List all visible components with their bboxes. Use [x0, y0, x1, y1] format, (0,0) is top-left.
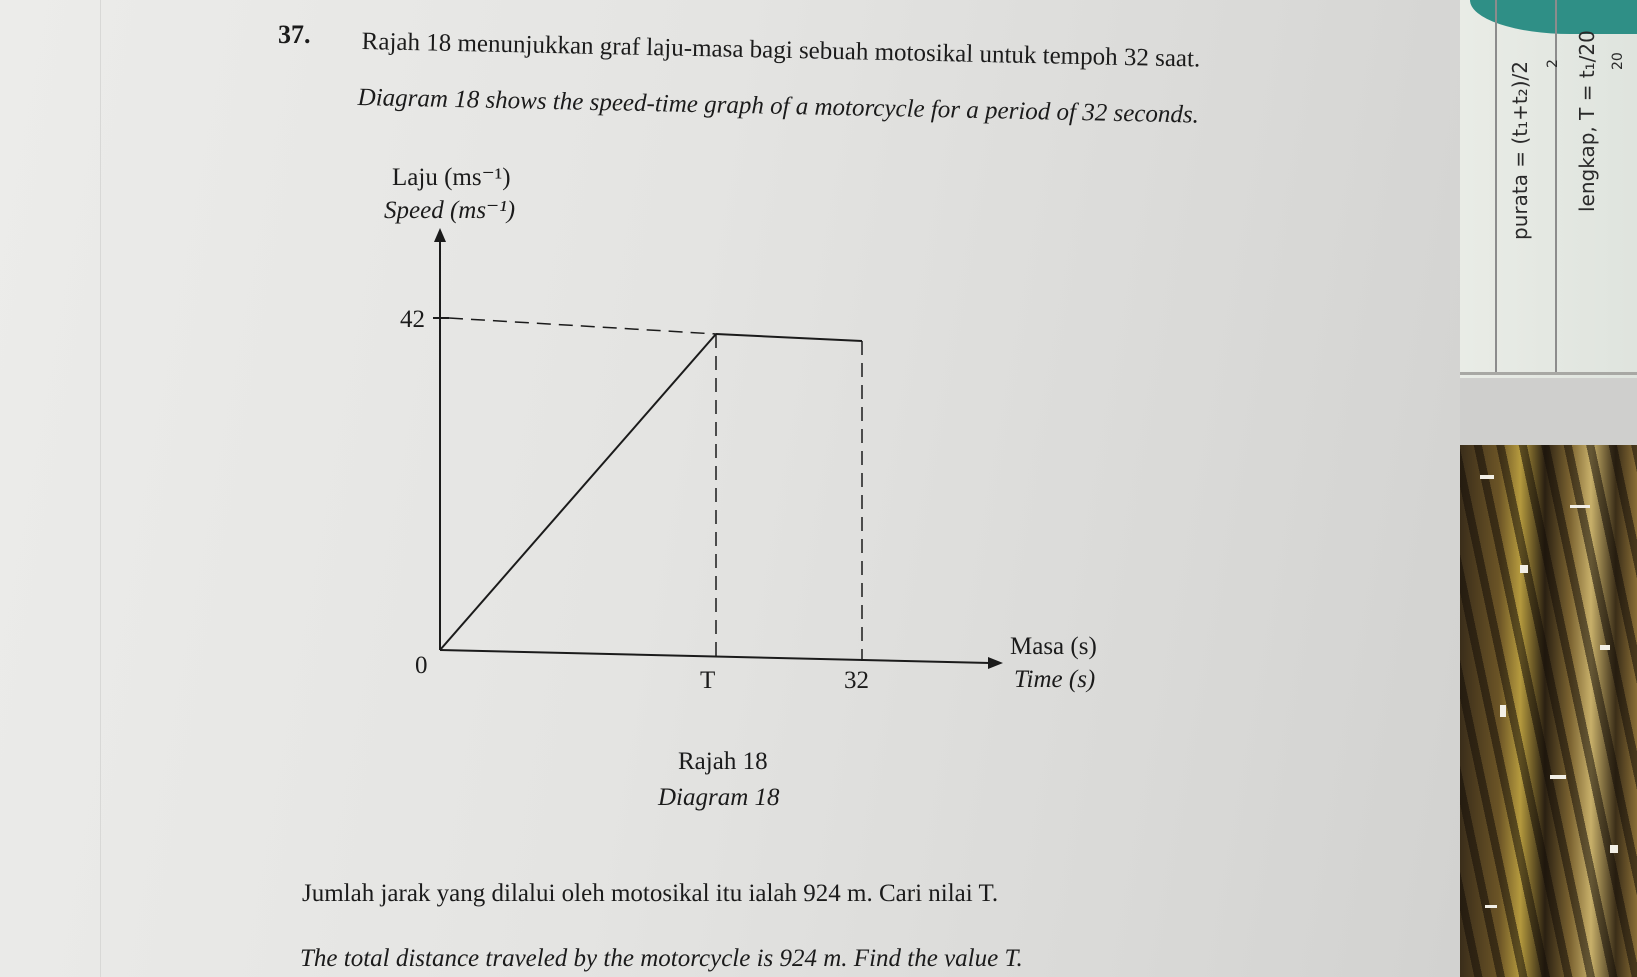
notebook-edge: [1460, 372, 1637, 375]
x-tick-label-T: T: [700, 667, 716, 694]
dashed-guide-42: [449, 318, 716, 334]
task-text-malay: Jumlah jarak yang dilalui oleh motosikal itu ialah 924 m. Cari nilai T.: [302, 880, 999, 907]
y-axis-arrowhead: [434, 228, 446, 242]
paint-speck: [1485, 905, 1497, 908]
task-text-english: The total distance traveled by the motorcycle is 924 m. Find the value T.: [300, 945, 1023, 972]
handwritten-note: lengkap, T = t₁/20: [1575, 30, 1599, 212]
handwritten-fraction: 20: [1610, 52, 1626, 70]
question-text-malay: Rajah 18 menunjukkan graf laju-masa bagi sebuah motosikal untuk tempoh 32 saat.: [361, 28, 1201, 73]
x-axis-line: [440, 650, 990, 663]
graph-x-axis-label-malay: Masa (s): [1010, 633, 1097, 660]
handwritten-note: purata = (t₁+t₂)/2: [1508, 61, 1532, 240]
paint-speck: [1600, 645, 1610, 650]
paint-speck: [1610, 845, 1618, 853]
acceleration-segment: [440, 334, 716, 650]
origin-label: 0: [415, 652, 428, 679]
graph-y-axis-label-malay: Laju (ms⁻¹): [392, 164, 511, 191]
paint-speck: [1550, 775, 1566, 779]
notebook-rule-line: [1555, 0, 1557, 372]
graph-y-axis-label-english: Speed (ms⁻¹): [384, 197, 516, 224]
diagram-caption-malay: Rajah 18: [678, 748, 768, 775]
x-axis-arrowhead: [988, 657, 1003, 669]
y-tick-label-42: 42: [400, 306, 425, 333]
x-tick-label-32: 32: [844, 667, 869, 694]
notebook-rule-line: [1495, 0, 1497, 372]
paint-speck: [1500, 705, 1506, 717]
question-number: 37.: [278, 20, 311, 49]
graph-x-axis-label-english: Time (s): [1014, 666, 1096, 693]
paint-speck: [1520, 565, 1528, 573]
question-text-english: Diagram 18 shows the speed-time graph of a motorcycle for a period of 32 seconds.: [357, 84, 1200, 129]
handwritten-fraction: 2: [1545, 59, 1561, 68]
paint-speck: [1570, 505, 1590, 508]
diagram-caption-english: Diagram 18: [658, 784, 780, 811]
paint-speck: [1480, 475, 1494, 479]
constant-speed-segment: [716, 334, 862, 341]
painted-wood-background: [1460, 445, 1637, 977]
